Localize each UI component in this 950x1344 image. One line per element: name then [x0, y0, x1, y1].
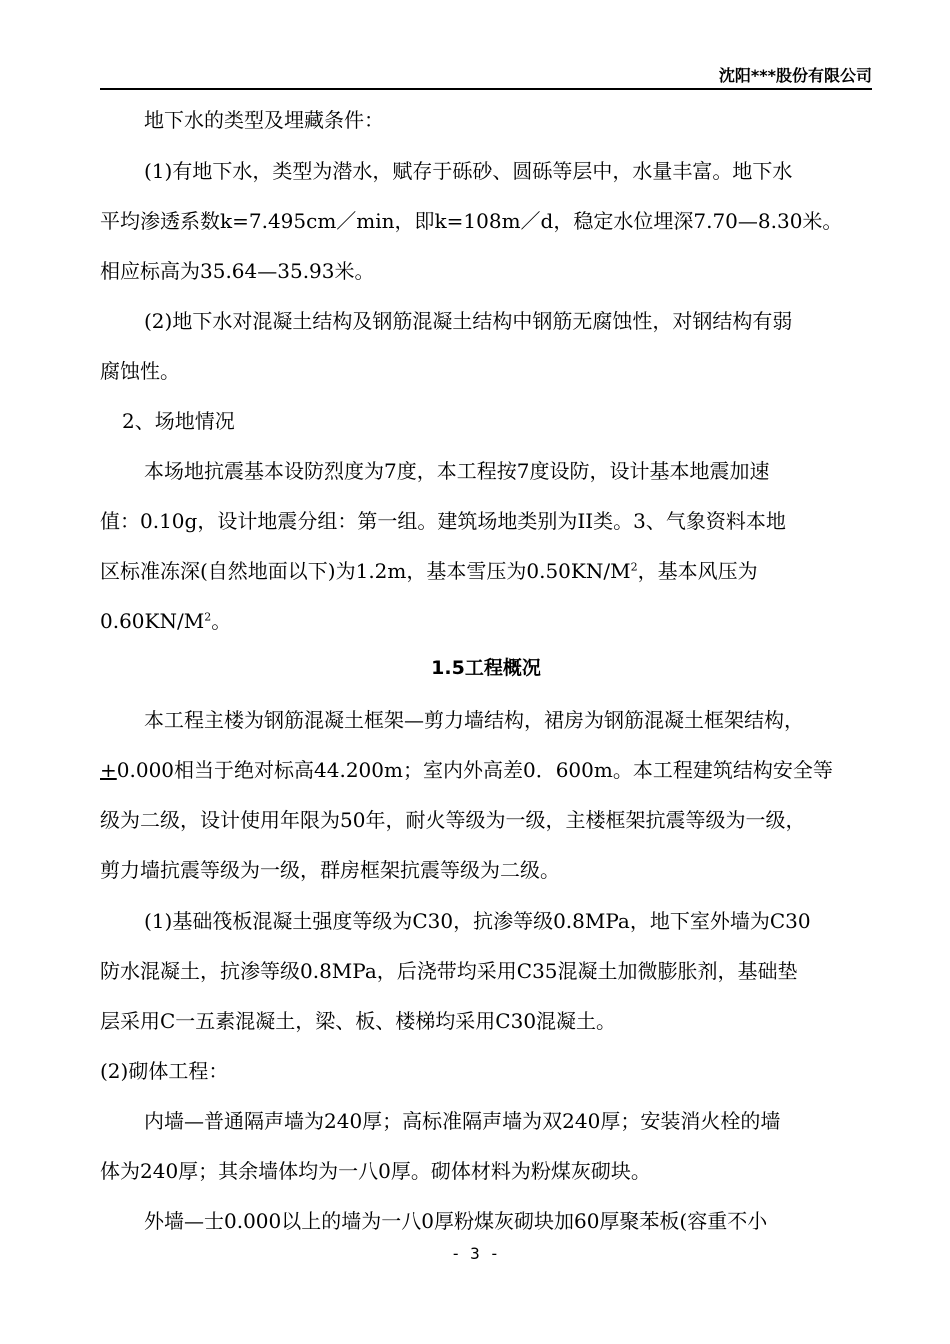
page-number: - 3 - [450, 1244, 500, 1263]
paragraph-line: 外墙—士0.000以上的墙为一八0厚粉煤灰砌块加60厚聚苯板(容重不小 [144, 1209, 768, 1233]
plus-minus-sign: + [100, 758, 117, 782]
text-run: 0.000相当于绝对标高44.200m；室内外高差0．600m。本工程建筑结构安全等 [116, 758, 833, 782]
section-heading: 1.5工程概况 [431, 657, 541, 679]
header-rule [100, 88, 872, 90]
paragraph-line: 本工程主楼为钢筋混凝土框架—剪力墙结构，裙房为钢筋混凝土框架结构， [144, 708, 804, 732]
paragraph-line: 腐蚀性。 [100, 359, 180, 383]
paragraph-line: (1)基础筏板混凝土强度等级为C30，抗渗等级0.8MPa，地下室外墙为C30 [144, 909, 811, 933]
paragraph-line: 级为二级，设计使用年限为50年，耐火等级为一级，主楼框架抗震等级为一级， [100, 808, 806, 832]
paragraph-line: (1)有地下水，类型为潜水，赋存于砾砂、圆砾等层中，水量丰富。地下水 [144, 159, 793, 183]
paragraph-line: 剪力墙抗震等级为一级，群房框架抗震等级为二级。 [100, 858, 560, 882]
paragraph-line [100, 750, 833, 790]
superscript: 2 [204, 610, 212, 624]
paragraph-line: 地下水的类型及埋藏条件： [144, 108, 384, 132]
paragraph-line [100, 551, 758, 591]
section-label: 2、场地情况 [122, 409, 235, 433]
paragraph-line [100, 601, 231, 641]
text-run: 。 [211, 609, 232, 633]
text-run: 区标准冻深(自然地面以下)为1.2m，基本雪压为0.50KN/M [100, 559, 631, 583]
paragraph-line: (2)砌体工程： [100, 1059, 229, 1083]
paragraph-line: 相应标高为35.64—35.93米。 [100, 259, 375, 283]
paragraph-line: 层采用C一五素混凝土，梁、板、楼梯均采用C30混凝土。 [100, 1009, 617, 1033]
superscript: 2 [630, 560, 638, 574]
text-run: 0.60KN/M [100, 609, 205, 633]
page-header-company: 沈阳***股份有限公司 [718, 66, 872, 85]
paragraph-line: (2)地下水对混凝土结构及钢筋混凝土结构中钢筋无腐蚀性，对钢结构有弱 [144, 309, 793, 333]
paragraph-line: 本场地抗震基本设防烈度为7度，本工程按7度设防，设计基本地震加速 [144, 459, 770, 483]
text-run: ，基本风压为 [637, 559, 758, 583]
paragraph-line: 内墙—普通隔声墙为240厚；高标准隔声墙为双240厚；安装消火栓的墙 [144, 1109, 781, 1133]
paragraph-line: 防水混凝土，抗渗等级0.8MPa，后浇带均采用C35混凝土加微膨胀剂，基础垫 [100, 959, 798, 983]
paragraph-line: 值：0.10g，设计地震分组：第一组。建筑场地类别为II类。3、气象资料本地 [100, 509, 786, 533]
paragraph-line: 体为240厚；其余墙体均为一八0厚。砌体材料为粉煤灰砌块。 [100, 1159, 651, 1183]
paragraph-line: 平均渗透系数k=7.495cm／min，即k=108m／d，稳定水位埋深7.70—8.30米。 [100, 209, 843, 233]
